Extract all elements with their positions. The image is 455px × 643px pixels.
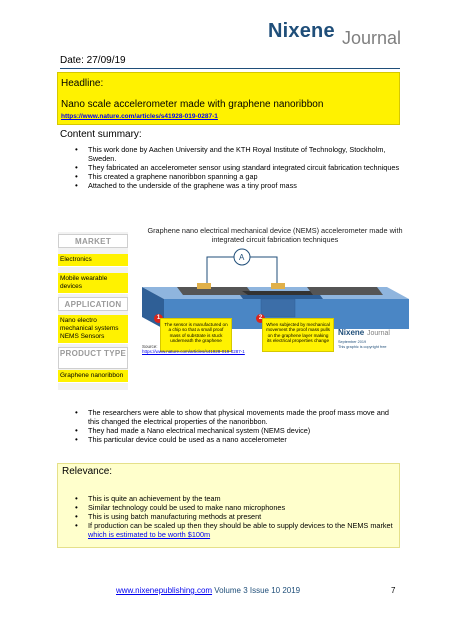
sidebar-item: Mobile wearable devices: [58, 273, 128, 294]
list-item: • This work done by Aachen University and the KTH Royal Institute of Technology, Stockholm, Sweden.: [75, 145, 400, 163]
relevance-label: Relevance:: [62, 466, 113, 477]
logo-sub: Journal: [342, 28, 402, 48]
list-item: • They had made a Nano electrical mechanical system (NEMS device): [75, 426, 400, 435]
sidebar-heading: MARKET: [58, 234, 128, 248]
callout-number: 2: [256, 314, 265, 323]
date-bar: [60, 54, 400, 69]
figure-logo: [338, 328, 408, 358]
list-item: • The researchers were able to show that physical movements made the proof mass move and this changed the electrical properties of the nanoribbon.: [75, 408, 400, 426]
relevance-list: [75, 494, 400, 539]
sidebar-product-type: [58, 347, 128, 383]
details-list: [75, 408, 400, 444]
sidebar-market: [58, 234, 128, 294]
footer-site-link[interactable]: www.nixenepublishing.com: [116, 586, 213, 595]
list-item: • This is quite an achievement by the team: [75, 494, 400, 503]
market-value-link[interactable]: which is estimated to be worth $100m: [88, 530, 211, 539]
headline-box: [57, 72, 400, 125]
source-url-link[interactable]: https://www.nature.com/articles/s41928-019-0287-1: [142, 349, 245, 354]
footer-text: [116, 586, 300, 595]
figure-logo-sub: Journal: [367, 330, 390, 337]
gold-contact-left: [197, 283, 211, 289]
headline-label: Headline:: [61, 78, 104, 89]
headline-url-link[interactable]: https://www.nature.com/articles/s41928-019-0287-1: [61, 113, 218, 120]
sidebar-item: Nano electro mechanical systems NEMS Sensors: [58, 315, 128, 344]
figure-logo-date: September 2019: [338, 340, 367, 344]
figure-title: Graphene nano electrical mechanical device (NEMS) accelerometer made with integrated circuit fabrication techniques: [147, 226, 403, 244]
proof-mass: [261, 299, 295, 317]
list-item-text: If production can be scaled up then they should be able to supply devices to the NEMS market: [88, 521, 393, 530]
figure-logo-meta: [338, 340, 387, 349]
graphene-layer-left: [177, 287, 253, 295]
sidebar-application: [58, 297, 128, 344]
source-label: Source:: [142, 344, 158, 349]
headline-title: Nano scale accelerometer made with graphene nanoribbon: [61, 99, 324, 110]
sidebar-item: Electronics: [58, 254, 128, 267]
sidebar-heading: APPLICATION: [58, 297, 128, 311]
graphene-ribbon: [242, 291, 318, 295]
callout-box: When subjected by mechanical movement the proof mass pulls on the graphene layer making its electrical properties change: [262, 318, 334, 352]
ammeter-symbol: A: [239, 253, 245, 262]
callout-box: The sensor is manufactured on a chip so that a small proof mass of substrate is stuck underneath the graphene: [160, 318, 232, 352]
sidebar-heading: PRODUCT TYPE: [58, 347, 128, 369]
page-footer: [0, 586, 455, 598]
list-item: [75, 521, 400, 539]
callout-number: 1: [154, 314, 163, 323]
footer-issue: Volume 3 Issue 10 2019: [212, 586, 301, 595]
list-item: • They fabricated an accelerometer sensor using standard integrated circuit fabrication techniques: [75, 163, 400, 172]
figure-source: [142, 344, 245, 354]
sidebar-item: Graphene nanoribbon: [58, 370, 128, 383]
summary-list: [75, 145, 400, 190]
figure-logo-copyright: This graphic is copyright free: [338, 344, 387, 349]
list-item: • This particular device could be used as a nano accelerometer: [75, 435, 400, 444]
list-item: • This created a graphene nanoribbon spanning a gap: [75, 172, 400, 181]
page-number: 7: [391, 586, 396, 595]
logo-brand: Nixene: [268, 20, 335, 42]
summary-heading: Content summary:: [60, 129, 142, 140]
list-item: • Similar technology could be used to make nano microphones: [75, 503, 400, 512]
gold-contact-right: [271, 283, 285, 289]
date-text: Date: 27/09/19: [60, 55, 126, 66]
graphene-layer-right: [307, 287, 383, 295]
figure-logo-brand: Nixene: [338, 328, 365, 337]
list-item: • This is using batch manufacturing methods at present: [75, 512, 400, 521]
journal-logo: [268, 20, 408, 50]
list-item: • Attached to the underside of the graphene was a tiny proof mass: [75, 181, 400, 190]
